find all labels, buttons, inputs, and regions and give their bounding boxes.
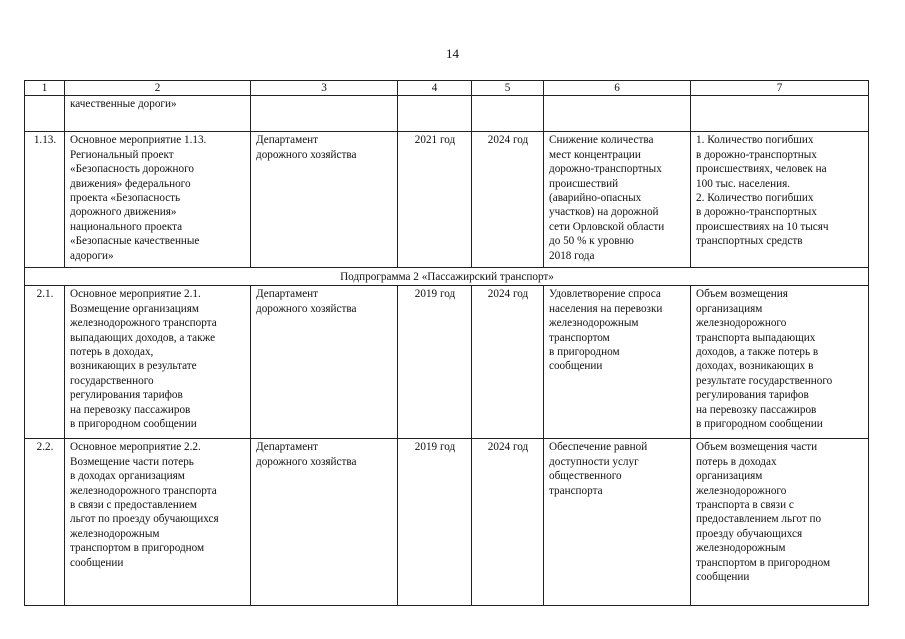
text-line: в пригородном xyxy=(549,346,620,359)
text-line: регулирования тарифов xyxy=(696,389,809,402)
text-line: Обеспечение равной xyxy=(549,441,648,454)
text-line: железнодорожного транспорта xyxy=(70,317,217,330)
table-row-1-13 xyxy=(25,132,869,268)
text-line: национального проекта xyxy=(70,220,183,233)
result-cell xyxy=(544,132,691,268)
executor-cell xyxy=(251,132,398,268)
result-cell xyxy=(544,439,691,606)
text-line: выпадающих доходов, а также xyxy=(70,331,216,344)
text-line: происшествий xyxy=(549,177,619,190)
end-year-cell: 2024 год xyxy=(472,132,544,268)
text-line: движения» федерального xyxy=(70,177,191,190)
text-line: 100 тыс. населения. xyxy=(696,177,791,190)
text-line: потерь в доходах xyxy=(696,455,777,468)
end-year-cell: 2024 год xyxy=(472,286,544,439)
text-line: государственного xyxy=(70,374,154,387)
text-line: регулирования тарифов xyxy=(70,389,183,402)
text-line: Возмещение организациям xyxy=(70,302,199,315)
result-cell xyxy=(544,286,691,439)
text-line: возникающих в результате xyxy=(70,360,197,373)
text-line: сообщении xyxy=(549,360,603,373)
start-year-cell: 2021 год xyxy=(398,132,472,268)
text-line: мест концентрации xyxy=(549,148,641,161)
text-line: транспорта в связи с xyxy=(696,499,794,512)
text-line: в пригородном сообщении xyxy=(70,418,197,431)
text-line: происшествиях на 10 тысяч xyxy=(696,220,829,233)
subprogram-row xyxy=(25,268,869,286)
text-line: Снижение количества xyxy=(549,134,654,147)
text-line: качественные дороги» xyxy=(70,98,177,111)
text-line: транспортных средств xyxy=(696,235,803,248)
measure-cell xyxy=(65,286,251,439)
executor-cell xyxy=(251,439,398,606)
text-line: доходах, возникающих в xyxy=(696,360,814,373)
header-cell: 4 xyxy=(398,81,472,96)
text-line: Департамент xyxy=(256,288,319,301)
text-line: доходов, а также потерь в xyxy=(696,346,819,359)
text-line: железнодорожного xyxy=(696,317,787,330)
text-line: в доходах организациям xyxy=(70,470,185,483)
measure-cell xyxy=(65,132,251,268)
text-line: Региональный проект xyxy=(70,148,174,161)
text-line: Объем возмещения xyxy=(696,288,788,301)
text-line: «Безопасность дорожного xyxy=(70,163,195,176)
text-line: железнодорожного транспорта xyxy=(70,484,217,497)
header-cell: 5 xyxy=(472,81,544,96)
page-number: 14 xyxy=(446,46,459,61)
indicator-cell xyxy=(691,439,869,606)
text-line: транспортом в пригородном xyxy=(70,542,205,555)
text-line: транспорта xyxy=(549,484,603,497)
text-line: потерь в доходах, xyxy=(70,346,154,359)
start-year-cell: 2019 год xyxy=(398,286,472,439)
indicator-cell xyxy=(691,96,869,132)
text-line: организациям xyxy=(696,470,763,483)
header-cell: 7 xyxy=(691,81,869,96)
header-row xyxy=(25,81,869,96)
text-line: на перевозку пассажиров xyxy=(696,403,817,416)
text-line: населения на перевозки xyxy=(549,302,663,315)
text-line: транспорта выпадающих xyxy=(696,331,816,344)
text-line: проекта «Безопасность xyxy=(70,192,181,205)
num-cell xyxy=(25,96,65,132)
table-row-2-2 xyxy=(25,439,869,606)
text-line: Возмещение части потерь xyxy=(70,455,194,468)
num-cell: 2.1. xyxy=(25,286,65,439)
text-line: 2018 года xyxy=(549,249,595,262)
text-line: проезду обучающихся xyxy=(696,527,803,540)
text-line: дорожного хозяйства xyxy=(256,455,357,468)
text-line: Объем возмещения части xyxy=(696,441,818,454)
result-cell xyxy=(544,96,691,132)
text-line: транспортом xyxy=(549,331,610,344)
subprogram-title: Подпрограмма 2 «Пассажирский транспорт» xyxy=(25,268,869,286)
text-line: железнодорожным xyxy=(70,527,160,540)
text-line: доступности услуг xyxy=(549,455,639,468)
text-line: железнодорожным xyxy=(549,317,639,330)
text-line: общественного xyxy=(549,470,622,483)
text-line: «Безопасные качественные xyxy=(70,235,200,248)
end-cell xyxy=(472,96,544,132)
table-row-continuation xyxy=(25,96,869,132)
text-line: на перевозку пассажиров xyxy=(70,403,191,416)
text-line: в пригородном сообщении xyxy=(696,418,823,431)
text-line: участков) на дорожной xyxy=(549,206,659,219)
end-year-cell: 2024 год xyxy=(472,439,544,606)
num-cell: 2.2. xyxy=(25,439,65,606)
text-line: Основное мероприятие 1.13. xyxy=(70,134,207,147)
indicator-cell xyxy=(691,286,869,439)
measure-cell xyxy=(65,439,251,606)
measures-table xyxy=(24,80,869,606)
text-line: предоставлением льгот по xyxy=(696,513,822,526)
text-line: дорожного хозяйства xyxy=(256,302,357,315)
start-year-cell: 2019 год xyxy=(398,439,472,606)
text-line: результате государственного xyxy=(696,374,833,387)
text-line: сети Орловской области xyxy=(549,220,665,233)
text-line: льгот по проезду обучающихся xyxy=(70,513,219,526)
num-cell: 1.13. xyxy=(25,132,65,268)
text-line: организациям xyxy=(696,302,763,315)
text-line: Основное мероприятие 2.1. xyxy=(70,288,201,301)
text-line: 1. Количество погибших xyxy=(696,134,814,147)
text-line: Удовлетворение спроса xyxy=(549,288,661,301)
header-cell: 1 xyxy=(25,81,65,96)
text-line: железнодорожного xyxy=(696,484,787,497)
executor-cell xyxy=(251,286,398,439)
text-line: в дорожно-транспортных xyxy=(696,206,817,219)
text-line: сообщении xyxy=(70,556,124,569)
text-line: в дорожно-транспортных xyxy=(696,148,817,161)
header-cell: 3 xyxy=(251,81,398,96)
text-line: транспортом в пригородном xyxy=(696,556,831,569)
text-line: железнодорожным xyxy=(696,542,786,555)
header-cell: 2 xyxy=(65,81,251,96)
table-row-2-1 xyxy=(25,286,869,439)
text-line: дорожного движения» xyxy=(70,206,177,219)
text-line: Департамент xyxy=(256,134,319,147)
text-line: дорожно-транспортных xyxy=(549,163,662,176)
text-line: до 50 % к уровню xyxy=(549,235,634,248)
header-cell: 6 xyxy=(544,81,691,96)
text-line: сообщении xyxy=(696,571,750,584)
measure-cell xyxy=(65,96,251,132)
start-cell xyxy=(398,96,472,132)
text-line: (аварийно-опасных xyxy=(549,192,642,205)
executor-cell xyxy=(251,96,398,132)
indicator-cell xyxy=(691,132,869,268)
text-line: адороги» xyxy=(70,249,114,262)
text-line: Департамент xyxy=(256,441,319,454)
text-line: Основное мероприятие 2.2. xyxy=(70,441,201,454)
text-line: происшествиях, человек на xyxy=(696,163,827,176)
text-line: в связи с предоставлением xyxy=(70,499,197,512)
text-line: дорожного хозяйства xyxy=(256,148,357,161)
text-line: 2. Количество погибших xyxy=(696,192,814,205)
